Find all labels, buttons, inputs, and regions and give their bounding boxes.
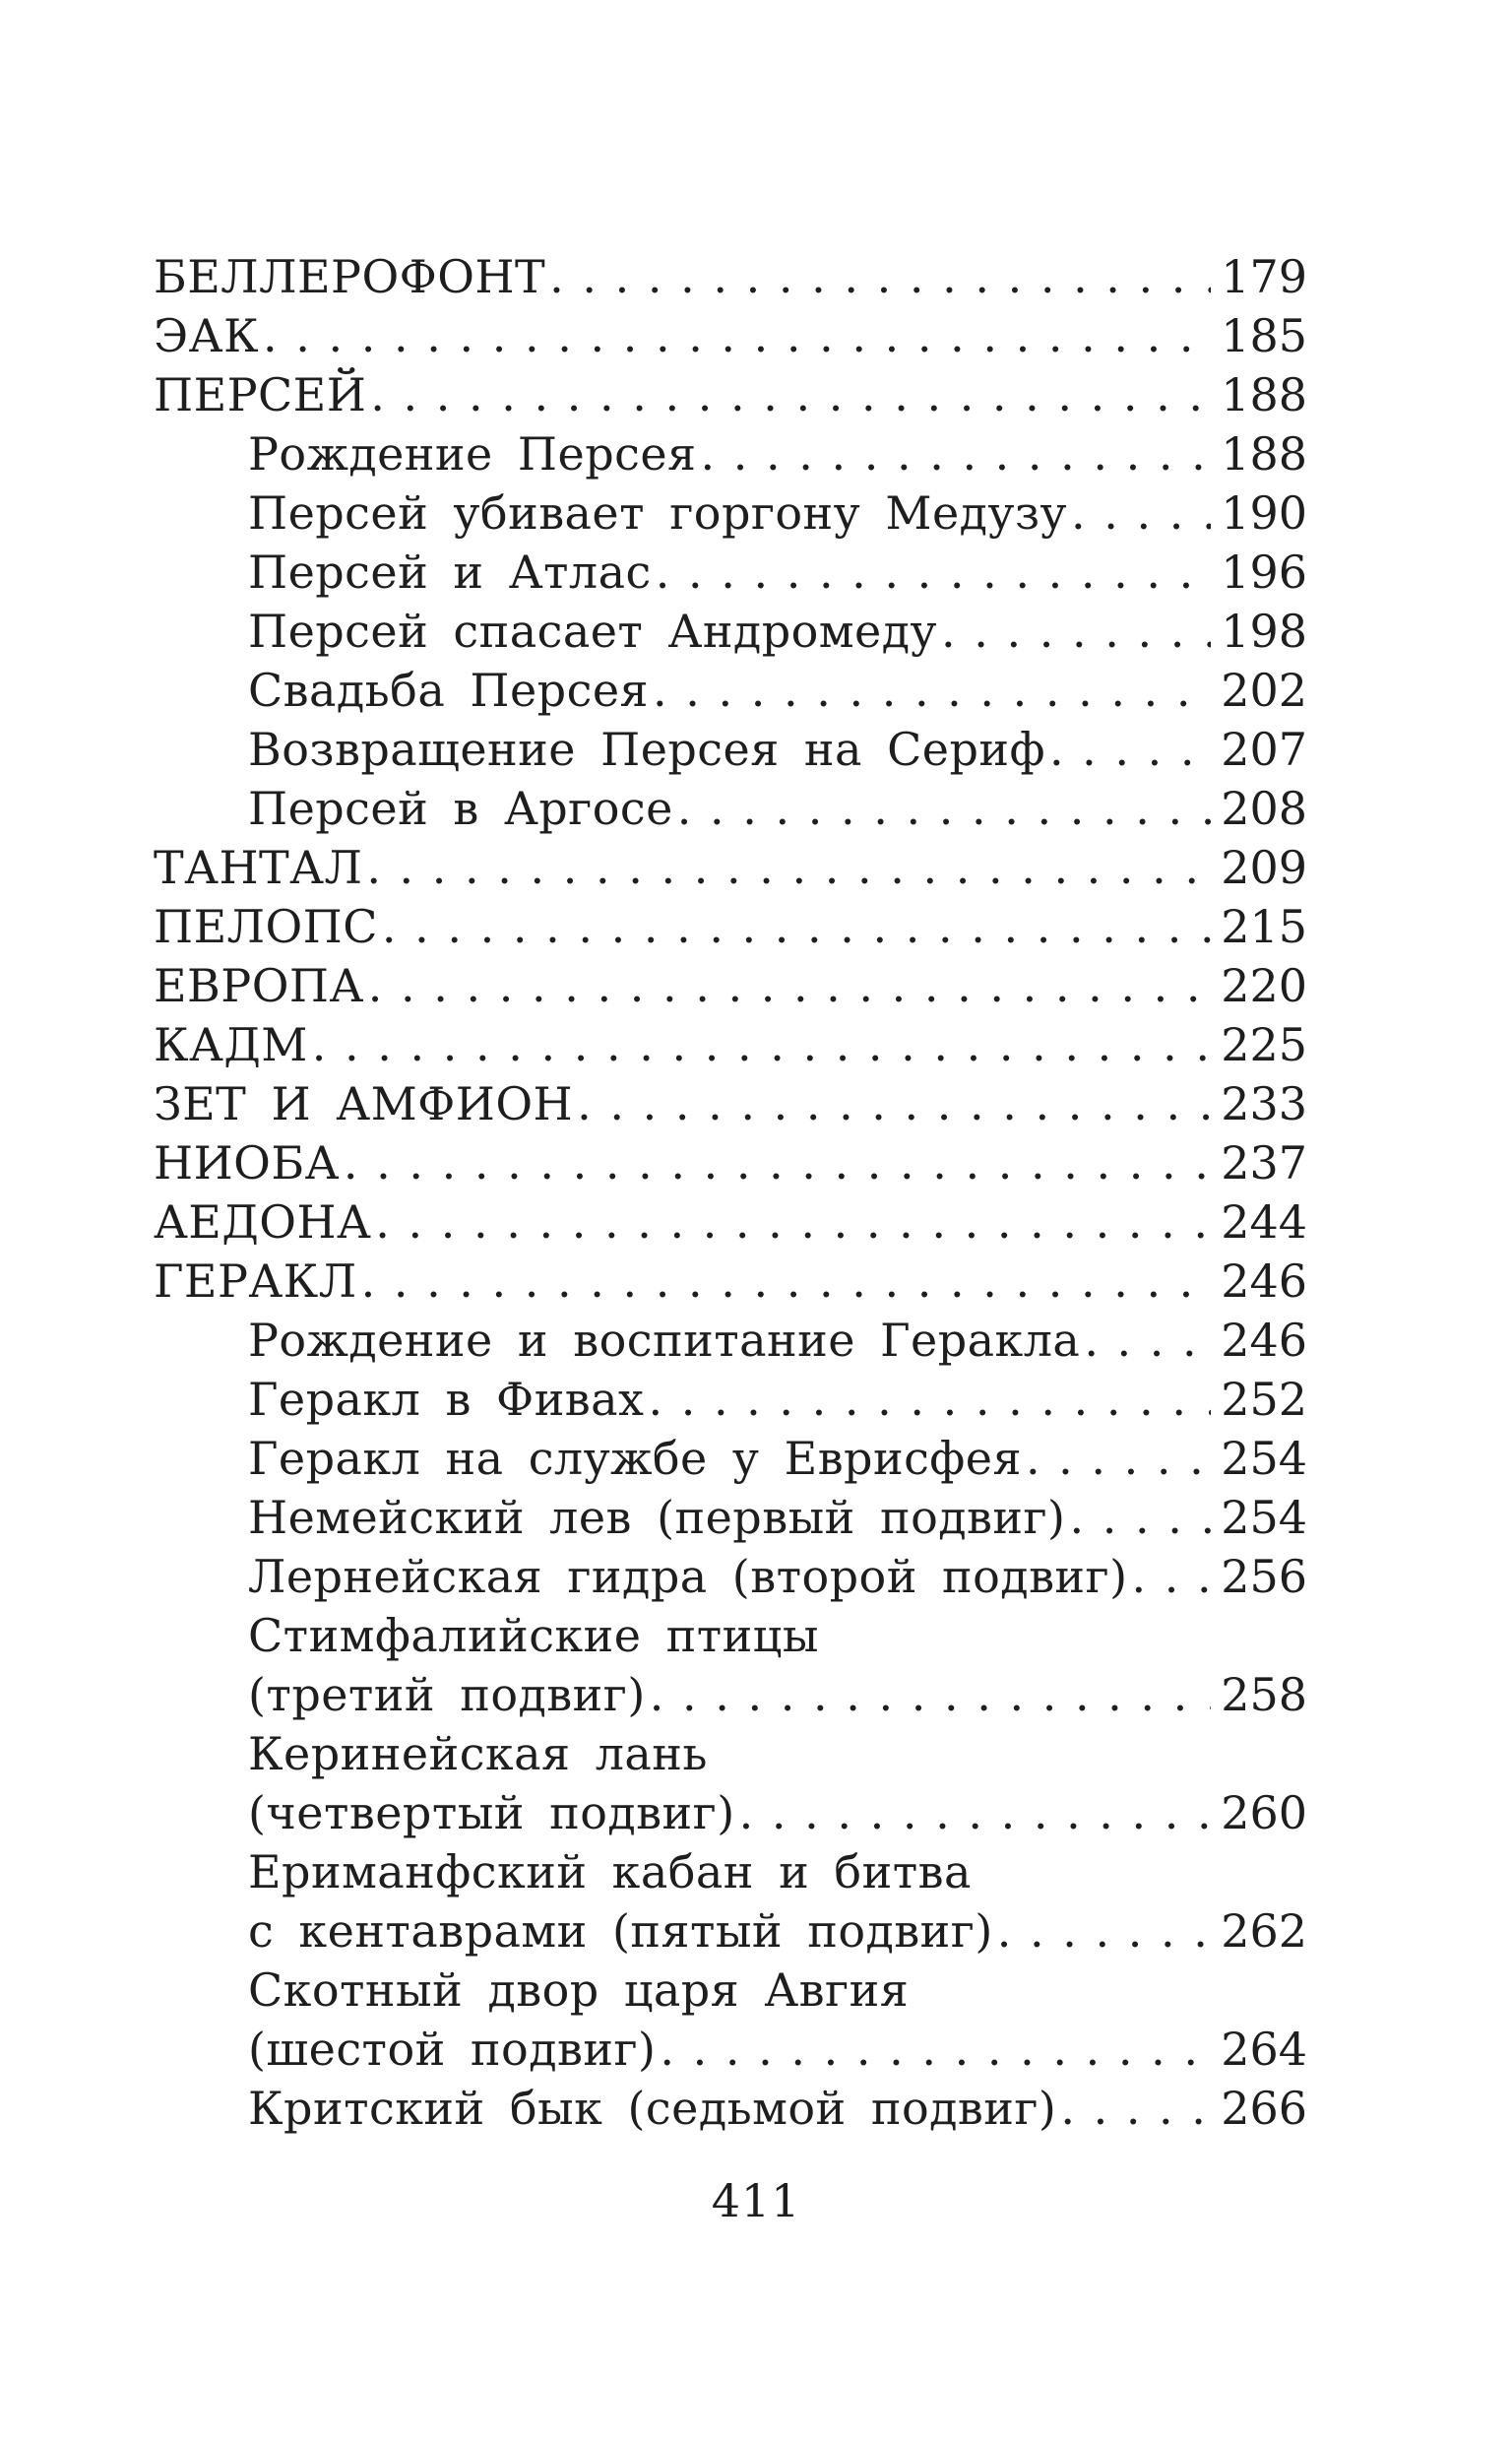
toc-entry-title: ПЕРСЕЙ [154,368,367,421]
toc-entry-title: Возвращение Персея на Сериф [248,723,1045,776]
toc-entry-title: Лернейская гидра (второй подвиг) [248,1550,1128,1603]
dot-leader [941,605,1211,658]
toc-entry-page: 264 [1221,2023,1307,2076]
dot-leader [1026,1432,1211,1485]
toc-entry-title: Рождение Персея [248,427,697,481]
toc-subentry [154,540,1307,599]
toc-entry-page: 244 [1221,1195,1307,1249]
toc-entry-title-line1: Скотный двор царя Авгия [248,1963,910,2017]
toc-entry-page: 246 [1221,1314,1307,1367]
dot-leader [312,1018,1211,1071]
toc-entry-title: ЗЕТ И АМФИОН [154,1077,574,1130]
toc-entry [154,1130,1307,1189]
toc-subentry [154,2017,1307,2076]
toc-entry-page: 185 [1221,309,1307,362]
dot-leader [361,1254,1212,1308]
dot-leader [382,900,1211,953]
toc-subentry [154,2076,1307,2135]
toc-entry-page: 209 [1221,841,1307,894]
toc-entry [154,1189,1307,1249]
toc-entry-page: 260 [1221,1786,1307,1839]
toc-entry-title: АЕДОНА [154,1195,372,1249]
toc-entry-title: Персей и Атлас [248,546,652,599]
dot-leader [700,427,1211,481]
toc-entry-page: 254 [1221,1491,1307,1544]
toc-entry [154,835,1307,894]
toc-entry-page: 262 [1221,1904,1307,1958]
toc-subentry [154,1485,1307,1544]
dot-leader [366,841,1211,894]
toc-entry-page: 188 [1221,368,1307,421]
dot-leader [650,1668,1211,1721]
toc-entry-page: 196 [1221,546,1307,599]
toc-entry-title-line1: Ериманфский кабан и битва [248,1845,972,1898]
page-number: 411 [711,2174,801,2227]
toc-entry-page: 190 [1221,486,1307,540]
toc-entry-title: ЭАК [154,309,260,362]
toc-subentry [154,658,1307,717]
toc-subentry [154,1308,1307,1367]
toc-entry [154,362,1307,421]
dot-leader [370,368,1211,421]
toc-entry [154,894,1307,953]
dot-leader [653,664,1211,717]
toc-entry-page: 237 [1221,1136,1307,1189]
toc-subentry [154,717,1307,776]
dot-leader [1060,2082,1211,2135]
table-of-contents [154,244,1307,2135]
toc-entry-page: 256 [1221,1550,1307,1603]
dot-leader [1069,1491,1211,1544]
toc-entry-page: 220 [1221,959,1307,1012]
toc-entry-title: (четвертый подвиг) [248,1786,735,1839]
toc-entry [154,244,1307,303]
dot-leader [344,1136,1211,1189]
dot-leader [648,1373,1211,1426]
toc-entry-page: 258 [1221,1668,1307,1721]
toc-subentry [154,1426,1307,1485]
toc-subentry [154,1544,1307,1603]
toc-entry-title-line1: Керинейская лань [248,1727,708,1780]
toc-entry-title: Персей убивает горгону Медузу [248,486,1068,540]
toc-entry-title: ЕВРОПА [154,959,364,1012]
toc-subentry [154,481,1307,540]
toc-subentry [154,1662,1307,1721]
toc-entry-title: (третий подвиг) [248,1668,646,1721]
toc-subentry [154,421,1307,481]
dot-leader [656,546,1211,599]
toc-entry-page: 246 [1221,1254,1307,1308]
toc-entry-page: 252 [1221,1373,1307,1426]
toc-entry-title: Свадьба Персея [248,664,649,717]
toc-entry-page: 225 [1221,1018,1307,1071]
toc-subentry [154,1898,1307,1958]
toc-entry-title: ПЕЛОПС [154,900,378,953]
toc-entry [154,1012,1307,1071]
dot-leader [549,250,1211,303]
toc-entry-page: 198 [1221,605,1307,658]
dot-leader [997,1904,1211,1958]
toc-entry [154,1249,1307,1308]
toc-subentry-wrap-line [154,1958,1307,2017]
toc-entry-page: 207 [1221,723,1307,776]
toc-entry-page: 215 [1221,900,1307,953]
dot-leader [368,959,1211,1012]
toc-entry-title: Немейский лев (первый подвиг) [248,1491,1066,1544]
dot-leader [660,2023,1211,2076]
toc-entry-page: 208 [1221,782,1307,835]
toc-entry-title: ГЕРАКЛ [154,1254,357,1308]
toc-entry-page: 188 [1221,427,1307,481]
toc-entry-title: Персей спасает Андромеду [248,605,938,658]
dot-leader [263,309,1211,362]
dot-leader [375,1195,1211,1249]
toc-entry-page: 202 [1221,664,1307,717]
toc-entry-title: Персей в Аргосе [248,782,673,835]
dot-leader [677,782,1211,835]
toc-entry [154,953,1307,1012]
toc-entry-page: 179 [1221,250,1307,303]
dot-leader [1132,1550,1212,1603]
toc-entry-title: ТАНТАЛ [154,841,363,894]
toc-subentry-wrap-line [154,1603,1307,1662]
toc-entry-title: Рождение и воспитание Геракла [248,1314,1081,1367]
toc-subentry [154,1367,1307,1426]
toc-entry-title: Геракл на службе у Еврисфея [248,1432,1022,1485]
toc-subentry [154,599,1307,658]
toc-entry-page: 266 [1221,2082,1307,2135]
toc-entry-page: 233 [1221,1077,1307,1130]
toc-entry-page: 254 [1221,1432,1307,1485]
toc-entry [154,1071,1307,1130]
toc-subentry-wrap-line [154,1839,1307,1898]
dot-leader [739,1786,1212,1839]
toc-entry-title-line1: Стимфалийские птицы [248,1609,819,1662]
toc-entry-title: Критский бык (седьмой подвиг) [248,2082,1057,2135]
toc-subentry [154,1780,1307,1839]
toc-entry-title: НИОБА [154,1136,340,1189]
toc-entry-title: БЕЛЛЕРОФОНТ [154,250,546,303]
dot-leader [1049,723,1211,776]
dot-leader [577,1077,1211,1130]
toc-entry-title: Геракл в Фивах [248,1373,645,1426]
dot-leader [1071,486,1211,540]
dot-leader [1084,1314,1211,1367]
toc-entry-title: с кентаврами (пятый подвиг) [248,1904,993,1958]
toc-entry [154,303,1307,362]
toc-entry-title: КАДМ [154,1018,308,1071]
toc-subentry-wrap-line [154,1721,1307,1780]
toc-entry-title: (шестой подвиг) [248,2023,657,2076]
toc-subentry [154,776,1307,835]
